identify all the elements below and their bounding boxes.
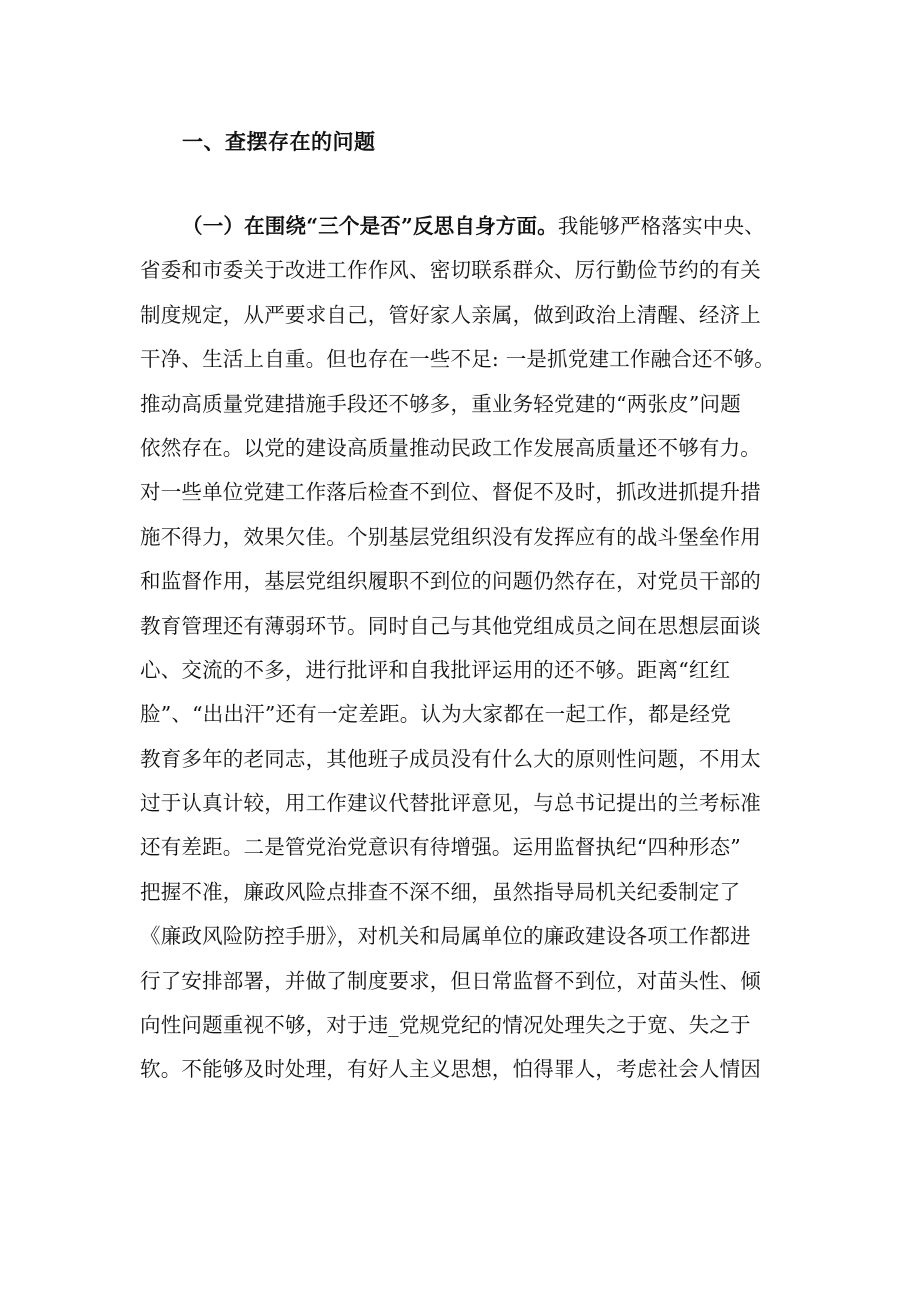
paragraph-line: 脸”、“出出汗”还有一定差距。认为大家都在一起工作，都是经党 xyxy=(140,702,731,727)
paragraph-line: 行了安排部署，并做了制度要求，但日常监督不到位，对苗头性、倾 xyxy=(140,968,761,993)
paragraph-line: 心、交流的不多，进行批评和自我批评运用的还不够。距离“红红 xyxy=(140,657,731,682)
paragraph-line: 软。不能够及时处理，有好人主义思想，怕得罪人，考虑社会人情因 xyxy=(140,1057,761,1082)
paragraph-line: 推动高质量党建措施手段还不够多，重业务轻党建的“两张皮”问题 xyxy=(140,391,741,416)
paragraph-line: 过于认真计较，用工作建议代替批评意见，与总书记提出的兰考标准 xyxy=(140,791,761,816)
paragraph-line: 还有差距。二是管党治党意识有待增强。运用监督执纪“四种形态” xyxy=(140,835,741,860)
paragraph-body xyxy=(140,204,802,1092)
paragraph-line: 教育多年的老同志，其他班子成员没有什么大的原则性问题，不用太 xyxy=(140,746,761,771)
paragraph-line: 对一些单位党建工作落后检查不到位、督促不及时，抓改进抓提升措 xyxy=(140,480,761,505)
paragraph-bold-lead: （一）在围绕“三个是否”反思自身方面。 xyxy=(182,214,558,238)
paragraph-line: 省委和市委关于改进工作作风、密切联系群众、厉行勤俭节约的有关 xyxy=(140,258,761,283)
paragraph-line: 制度规定，从严要求自己，管好家人亲属，做到政治上清醒、经济上 xyxy=(140,302,761,327)
paragraph-line-1 xyxy=(140,204,802,248)
paragraph-line: 依然存在。以党的建设高质量推动民政工作发展高质量还不够有力。 xyxy=(140,435,761,460)
paragraph-line: 《廉政风险防控手册》，对机关和局属单位的廉政建设各项工作都进 xyxy=(140,924,751,949)
paragraph-line-text: 我能够严格落实中央、 xyxy=(557,214,765,238)
paragraph-line: 向性问题重视不够，对于违_党规党纪的情况处理失之于宽、失之于 xyxy=(140,1013,751,1038)
section-heading: 一、查摆存在的问题 xyxy=(182,129,376,154)
paragraph-line: 干净、生活上自重。但也存在一些不足: 一是抓党建工作融合还不够。 xyxy=(140,347,775,372)
paragraph-line: 教育管理还有薄弱环节。同时自己与其他党组成员之间在思想层面谈 xyxy=(140,613,761,638)
paragraph-line: 施不得力，效果欠佳。个别基层党组织没有发挥应有的战斗堡垒作用 xyxy=(140,524,761,549)
paragraph-line: 和监督作用，基层党组织履职不到位的问题仍然存在，对党员干部的 xyxy=(140,569,761,594)
paragraph-line: 把握不准，廉政风险点排查不深不细，虽然指导局机关纪委制定了 xyxy=(140,879,741,904)
